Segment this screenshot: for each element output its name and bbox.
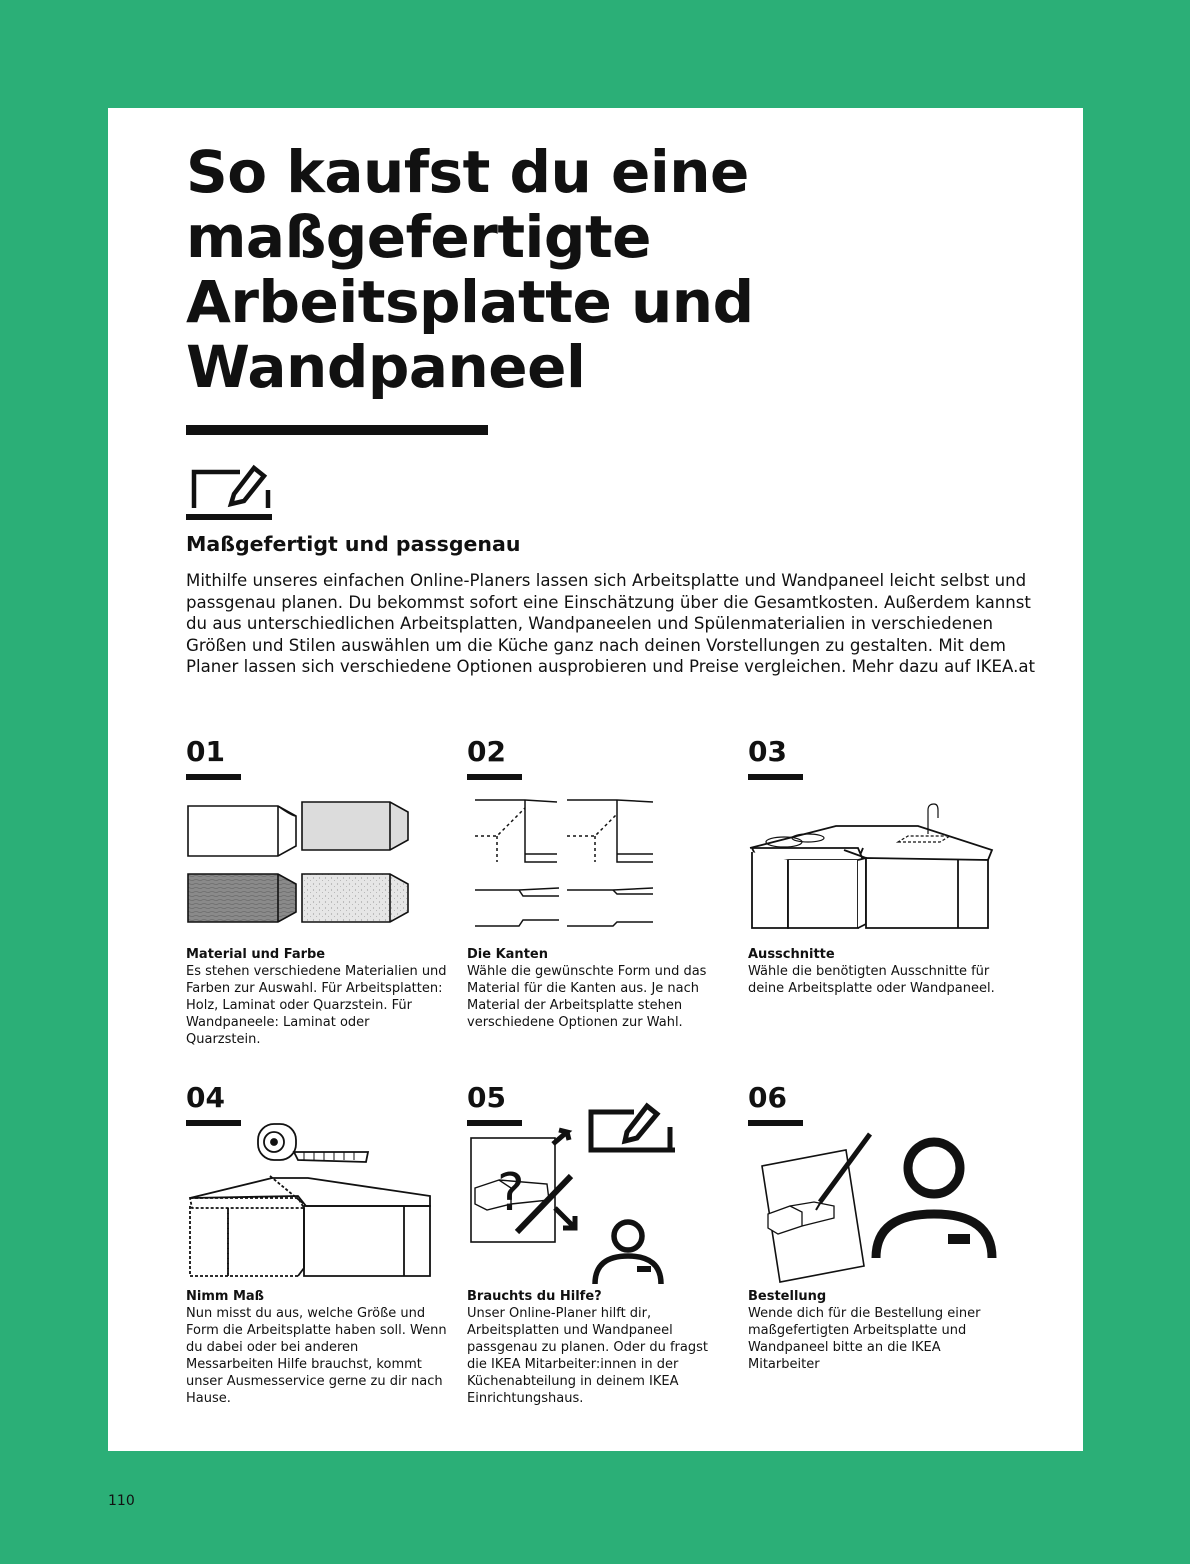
step-underline [748,774,803,780]
material-samples-illustration [186,798,412,928]
step-title: Nimm Maß [186,1289,265,1304]
step-05 [467,1082,729,1412]
step-01 [186,736,448,1056]
step-underline [467,774,522,780]
step-number: 02 [467,735,506,768]
step-06 [748,1082,1010,1412]
measuring-tape-illustration [186,1116,432,1282]
step-text: Unser Online-Planer hilft dir, Arbeitsplatten und Wandpaneel passgenau zu planen. Oder du fragst die IKEA Mitarbeiter:innen in der Küchenabteilung in deinem IKEA Einrichtungshaus. [467,1306,708,1406]
edge-profiles-illustration [467,796,667,936]
step-underline [186,774,241,780]
step-number: 06 [748,1081,787,1114]
step-title: Brauchts du Hilfe? [467,1289,602,1304]
step-03 [748,736,1010,1056]
title-underline [186,425,488,435]
step-text: Wähle die gewünschte Form und das Material für die Kanten aus. Je nach Material der Arbeitsplatte stehen verschiedene Optionen zur Wahl. [467,964,707,1030]
help-options-illustration [467,1092,687,1288]
step-02 [467,736,729,1056]
step-title: Material und Farbe [186,947,326,962]
step-title: Die Kanten [467,947,548,962]
page-title: So kaufst du eine maßgefertigte Arbeitsplatte und Wandpaneel [186,138,754,401]
step-04 [186,1082,448,1412]
step-underline [748,1120,803,1126]
step-text: Wende dich für die Bestellung einer maßgefertigten Arbeitsplatte und Wandpaneel bitte an die IKEA Mitarbeiter [748,1306,981,1372]
order-coworker-illustration [748,1130,998,1290]
page-number: 110 [108,1493,135,1509]
step-number: 05 [467,1081,506,1114]
planner-edit-icon [186,460,272,522]
kitchen-cutouts-illustration [748,802,994,932]
step-text: Es stehen verschiedene Materialien und Farben zur Auswahl. Für Arbeitsplatten: Holz, Laminat oder Quarzstein. Für Wandpaneele: Laminat oder Quarzstein. [186,964,447,1047]
step-text: Nun misst du aus, welche Größe und Form die Arbeitsplatte haben soll. Wenn du dabei oder bei anderen Messarbeiten Hilfe brauchst, kommt unser Ausmesservice gerne zu dir nach Hause. [186,1306,447,1406]
step-number: 01 [186,735,225,768]
intro-text: Mithilfe unseres einfachen Online-Planers lassen sich Arbeitsplatte und Wandpaneel leicht selbst und passgenau planen. Du bekommst sofort eine Einschätzung über die Gesamtkosten. Außerdem kannst du aus unterschiedlichen Arbeitsplatten, Wandpaneelen und Spülenmaterialien in verschiedenen Größen und Stilen auswählen um die Küche ganz nach deinen Vorstellungen zu gestalten. Mit dem Planer lassen sich verschiedene Optionen ausprobieren und Preise vergleichen. Mehr dazu auf IKEA.at [186,571,1036,677]
step-text: Wähle die benötigten Ausschnitte für deine Arbeitsplatte oder Wandpaneel. [748,964,995,996]
step-title: Ausschnitte [748,947,835,962]
step-number: 03 [748,735,787,768]
svg-text:?: ? [497,1163,525,1223]
step-title: Bestellung [748,1289,827,1304]
step-number: 04 [186,1081,225,1114]
intro-heading: Maßgefertigt und passgenau [186,532,521,556]
